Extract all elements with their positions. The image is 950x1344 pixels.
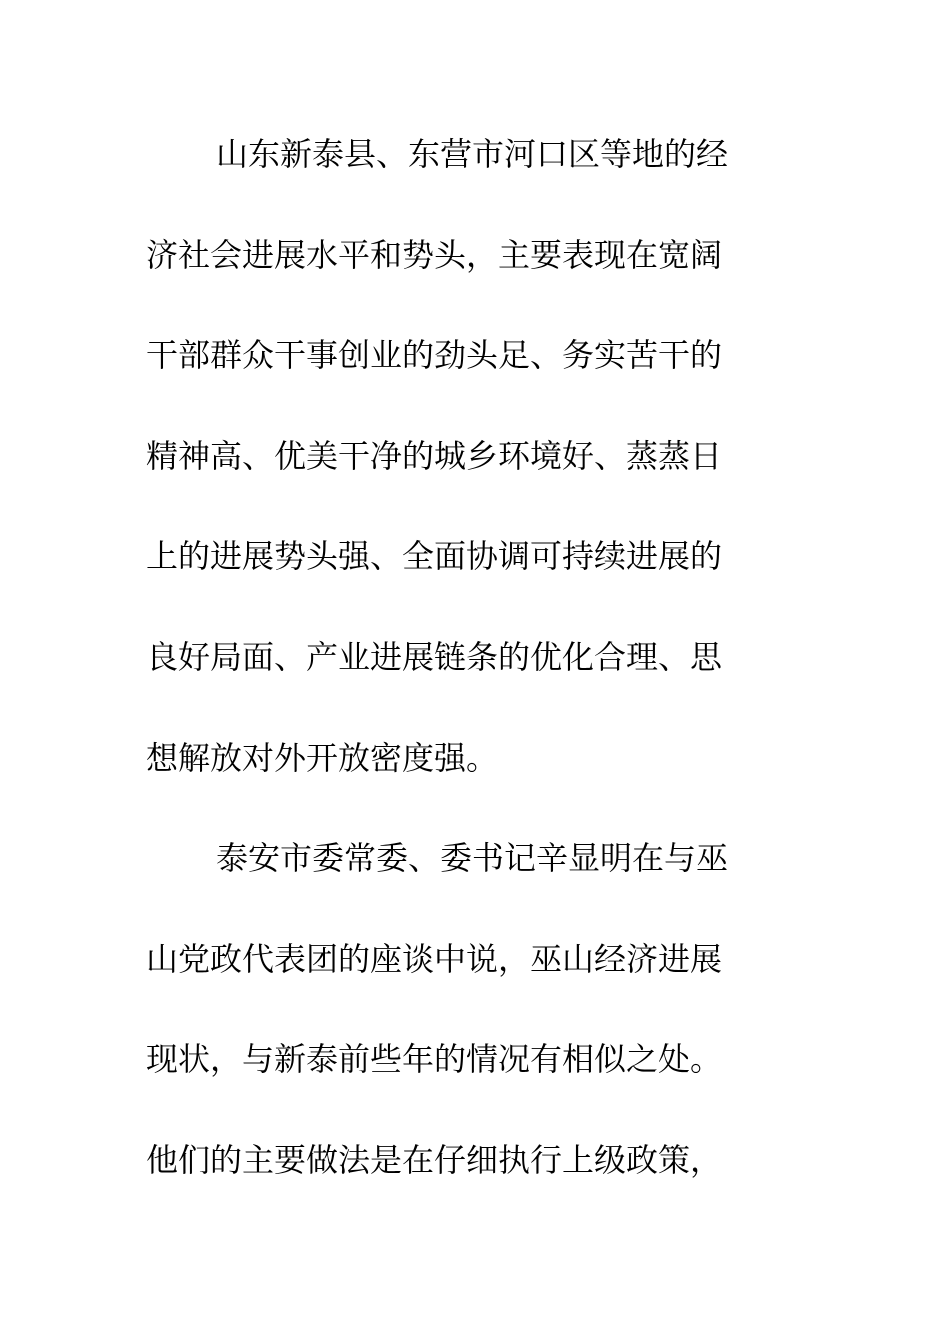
text-line: 他们的主要做法是在仔细执行上级政策， bbox=[146, 1140, 723, 1179]
text-line: 想解放对外开放密度强。 bbox=[146, 738, 499, 777]
paragraph-2 bbox=[146, 830, 786, 1232]
text-line: 干部群众干事创业的劲头足、务实苦干的 bbox=[146, 336, 723, 375]
text-line: 山东新泰县、东营市河口区等地的经 bbox=[216, 135, 729, 173]
text-line: 泰安市委常委、委书记辛显明在与巫 bbox=[216, 839, 729, 878]
text-line: 上的进展势头强、全面协调可持续进展的 bbox=[146, 537, 723, 576]
document-body bbox=[146, 126, 786, 1233]
text-line: 现状，与新泰前些年的情况有相似之处。 bbox=[146, 1040, 723, 1079]
text-line: 山党政代表团的座谈中说，巫山经济进展 bbox=[146, 939, 723, 978]
text-line: 精神高、优美干净的城乡环境好、蒸蒸日 bbox=[146, 436, 723, 475]
text-line: 济社会进展水平和势头，主要表现在宽阔 bbox=[146, 235, 723, 274]
text-line: 良好局面、产业进展链条的优化合理、思 bbox=[146, 637, 723, 676]
paragraph-1 bbox=[146, 126, 786, 830]
